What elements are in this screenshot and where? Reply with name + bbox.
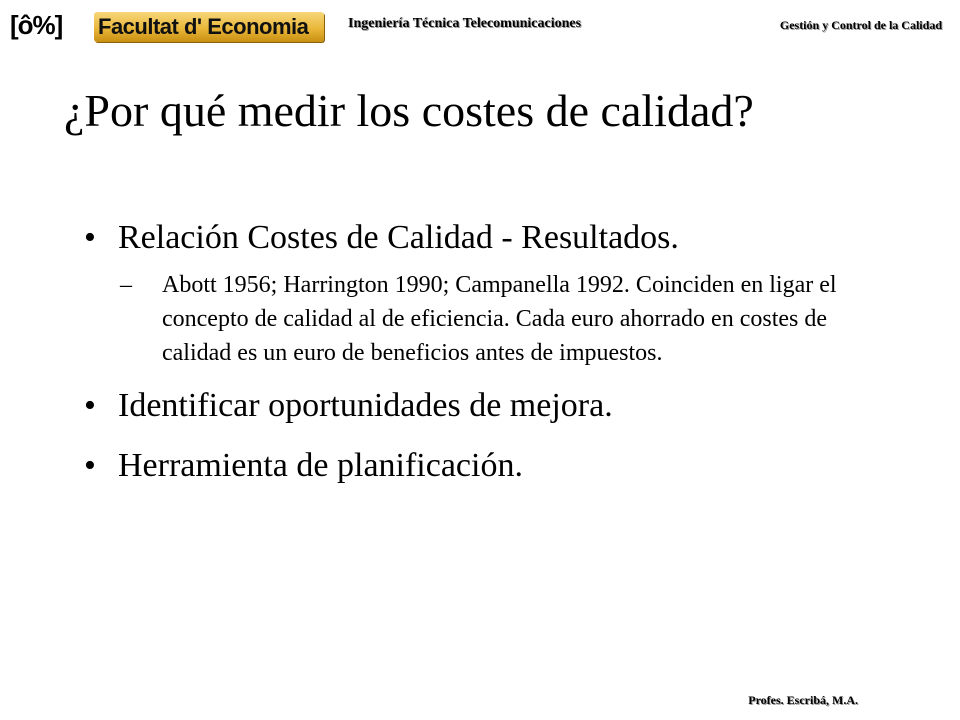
sub-bullet-item — [120, 268, 862, 370]
footer-author: Profes. Escribá, M.A. — [748, 693, 858, 707]
bullet-marker: • — [84, 387, 96, 424]
course-name: Ingeniería Técnica Telecomunicaciones — [348, 16, 582, 31]
bullet-marker: • — [84, 447, 96, 484]
bullet-item — [84, 384, 904, 428]
sub-bullet-marker: – — [120, 272, 132, 298]
bullet-text: Identificar oportunidades de mejora. — [118, 387, 613, 424]
logo-mark: [ô%] — [10, 10, 63, 40]
bullet-list — [84, 216, 904, 488]
bullet-text: Relación Costes de Calidad - Resultados. — [118, 219, 679, 256]
logo-wordmark-plate — [94, 12, 324, 42]
bullet-item — [84, 216, 904, 260]
sub-bullet-text: Abott 1956; Harrington 1990; Campanella 1992. Coinciden en ligar el concepto de calidad al de eficiencia. Cada euro ahorrado en costes de calidad es un euro de beneficios antes de impuestos. — [162, 272, 837, 366]
logo-wordmark: Facultat d' Economia — [98, 14, 309, 39]
bullet-item — [84, 444, 904, 488]
slide-title: ¿Por qué medir los costes de calidad? — [64, 85, 754, 136]
bullet-marker: • — [84, 219, 96, 256]
faculty-logo — [10, 6, 320, 44]
subject-name: Gestión y Control de la Calidad — [779, 18, 942, 32]
bullet-text: Herramienta de planificación. — [118, 447, 523, 484]
